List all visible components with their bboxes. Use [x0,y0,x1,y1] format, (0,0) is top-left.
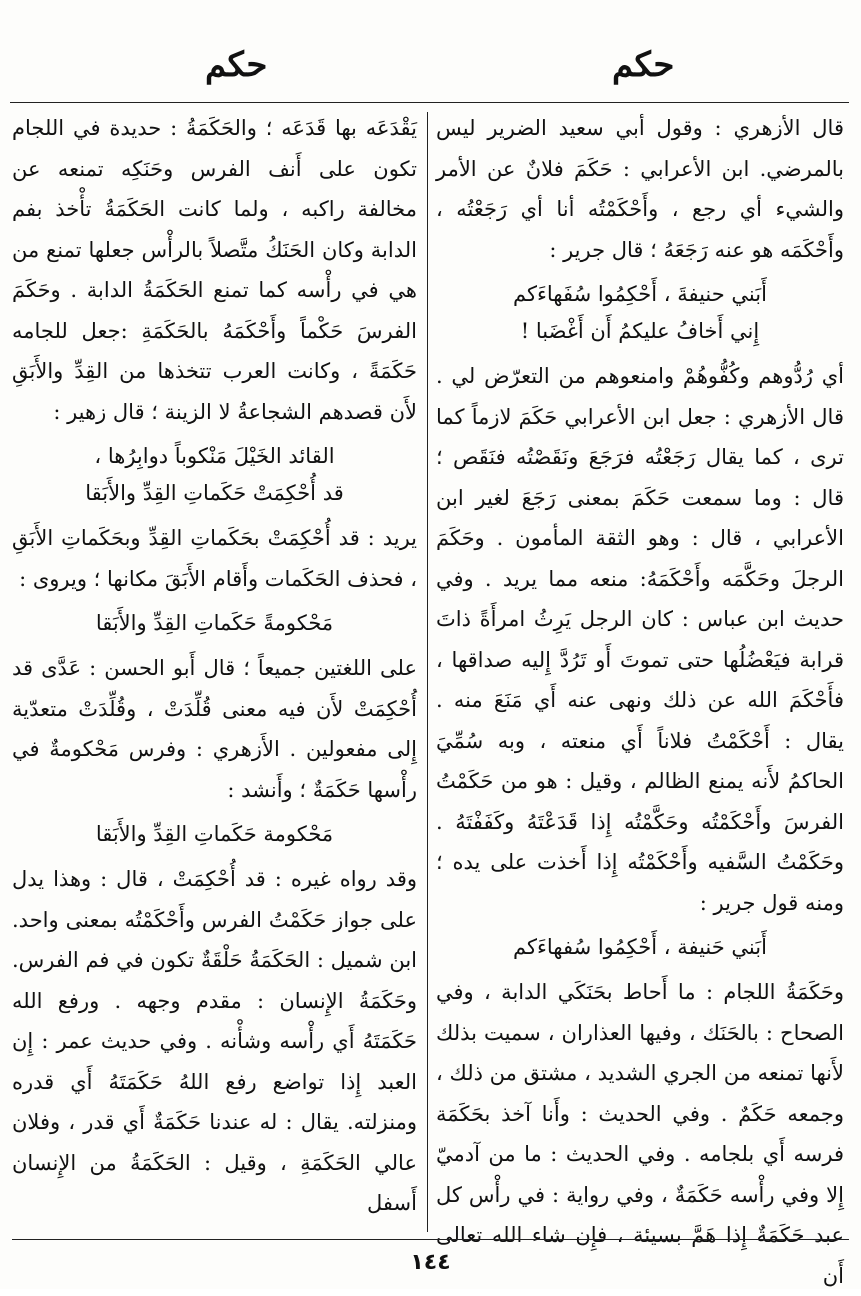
right-verse-2-line-1: أَبَني حَنيفة ، أَحْكِمُوا سُفهاءَكم [513,935,767,959]
right-verse-1 [436,276,844,350]
header-word-right: حكم [612,45,675,85]
left-verse-1-line-2: قد أُحْكِمَتْ حَكَماتِ القِدِّ والأَبَقا [85,481,344,505]
header-word-left: حكم [205,45,268,85]
right-verse-2 [436,929,844,966]
bottom-divider [12,1239,849,1240]
column-divider [427,112,428,1232]
page-number: ١٤٤ [410,1250,451,1275]
right-column [436,108,844,1288]
left-verse-1 [12,438,417,512]
left-verse-2-line-1: مَحْكومةً حَكَماتِ القِدِّ والأَبَقا [95,611,334,635]
right-verse-1-line-1: أَبَني حنيفةَ ، أَحْكِمُوا سُفَهاءَكم [513,282,767,306]
left-verse-2 [12,605,417,642]
right-paragraph-2: أي رُدُّوهم وكُفُّوهُمْ وامنعوهم من التعرّض لي . قال الأزهري : جعل ابن الأعرابي حَكَمَ لازماً كما ترى ، كما يقال رَجَعْتُه فرَجَعَ ونَقَصْتُه فنَقَص ؛ قال : وما سمعت حَكَمَ بمعنى رَجَعَ لغير ابن الأعرابي ، قال : وهو الثقة المأمون . وحَكَمَ الرجلَ وحَكَّمَه وأَحْكَمَهُ: منعه مما يريد . وفي حديث ابن عباس : كان الرجل يَرِثُ امرأَةً ذاتَ قرابة فيَعْضُلُها حتى تموتَ أَو تَرُدَّ إِليه صداقها ، فأَحْكَمَ الله عن ذلك ونهى عنه أَي مَنَعَ منه . يقال : أَحْكَمْتُ فلاناً أَي منعته ، وبه سُمِّيَ الحاكمُ لأَنه يمنع الظالم ، وقيل : هو من حَكَمْتُ الفرسَ وأَحْكَمْتُه وحَكَّمْتُه إِذا قَدَعْتَهُ وكَفَفْتَهُ . وحَكَمْتُ السَّفيه وأَحْكَمْتُه إِذا أَخذت على يده ؛ ومنه قول جرير : [436,364,844,915]
left-verse-1-line-1: القائد الخَيْلَ مَنْكوباً دوابِرُها ، [94,444,335,468]
right-paragraph-3: وحَكَمَةُ اللجام : ما أَحاط بحَنَكَي الدابة ، وفي الصحاح : بالحَنَك ، وفيها العذاران ، سميت بذلك لأَنها تمنعه من الجري الشديد ، مشتق من ذلك ، وجمعه حَكَمٌ . وفي الحديث : وأَنا آخذ بحَكَمَة فرسه أَي بلجامه . وفي الحديث : ما من آدميّ إِلا وفي رأْسه حَكَمَةٌ ، وفي رواية : في رأْس كل عبد حَكَمَةٌ إِذا هَمَّ بسيئة ، فإِن شاء الله تعالى أَن [436,980,844,1288]
left-verse-3-line-1: مَحْكومة حَكَماتِ القِدِّ والأَبَقا [95,822,334,846]
left-paragraph-1: يَقْدَعَه بها قَدَعَه ؛ والحَكَمَةُ : حديدة في اللجام تكون على أَنف الفرس وحَنَكِه تمنعه عن مخالفة راكبه ، ولما كانت الحَكَمَةُ تأْخذ بفم الدابة وكان الحَنَكُ متَّصلاً بالرأْس جعلها تمنع من هي في رأْسه كما تمنع الحَكَمَةُ الدابة . وحَكَمَ الفرسَ حَكْماً وأَحْكَمَهُ بالحَكَمَةِ :جعل للجامه حَكَمَةً ، وكانت العرب تتخذها من القِدِّ والأَبَقِ لأَن قصدهم الشجاعةُ لا الزينة ؛ قال زهير : [12,116,417,424]
right-paragraph-1: قال الأزهري : وقول أبي سعيد الضرير ليس بالمرضي. ابن الأعرابي : حَكَمَ فلانٌ عن الأمر والشيء أي رجع ، وأَحْكَمْتُه أنا أي رَجَعْتُه ، وأَحْكَمَه هو عنه رَجَعَهُ ؛ قال جرير : [436,116,844,262]
right-verse-1-line-2: إِني أَخافُ عليكمُ أَن أَغْضَبا ! [520,319,760,343]
top-divider [10,102,849,103]
left-paragraph-4: وقد رواه غيره : قد أُحْكِمَتْ ، قال : وهذا يدل على جواز حَكَمْتُ الفرس وأَحْكَمْتُه بمعنى واحد. ابن شميل : الحَكَمَةُ حَلْقَةٌ تكون في فم الفرس. وحَكَمَةُ الإِنسان : مقدم وجهه . ورفع الله حَكَمَتَهُ أَي رأْسه وشأْنه . وفي حديث عمر : إِن العبد إِذا تواضع رفع اللهُ حَكَمَتَهُ أَي قدره ومنزلته. يقال : له عندنا حَكَمَةٌ أَي قدر ، وفلان عالي الحَكَمَةِ ، وقيل : الحَكَمَةُ من الإِنسان أَسفل [12,867,417,1215]
left-verse-3 [12,816,417,853]
left-column [12,108,417,1233]
left-paragraph-3: على اللغتين جميعاً ؛ قال أَبو الحسن : عَدَّى قد أُحْكِمَتْ لأَن فيه معنى قُلِّدَتْ ، وقُلِّدَتْ متعدّية إِلى مفعولين . الأَزهري : وفرس مَحْكومةٌ في رأْسها حَكَمَةٌ ؛ وأَنشد : [12,656,417,802]
left-paragraph-2: يريد : قد أُحْكِمَتْ بحَكَماتِ القِدِّ وبحَكَماتِ الأَبَقِ ، فحذف الحَكَمات وأَقام الأَبَقَ مكانها ؛ ويروى : [12,526,417,591]
